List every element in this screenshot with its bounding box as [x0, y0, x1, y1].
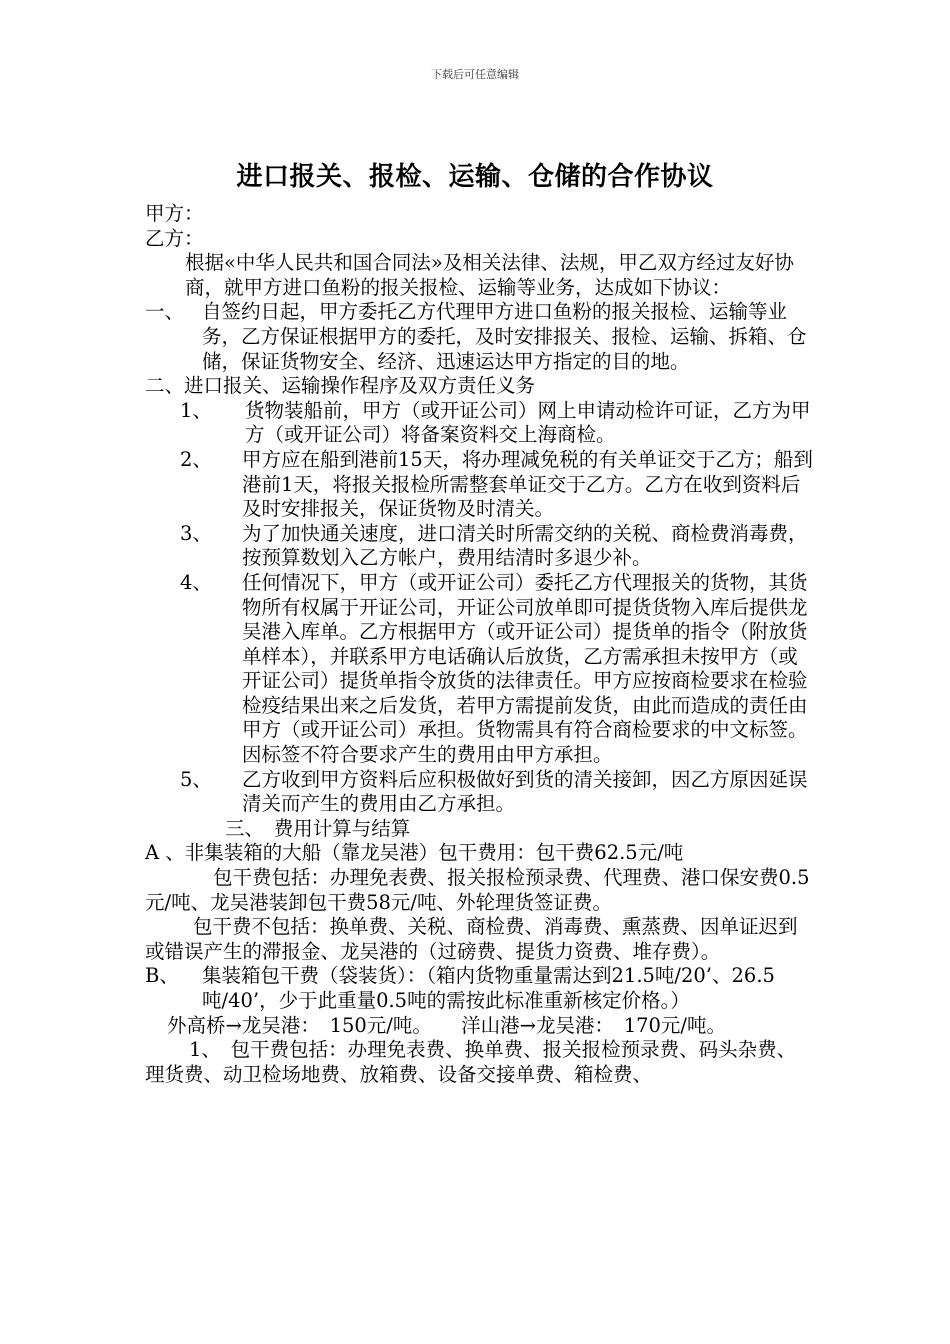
- clause-1-number: 一、: [145, 300, 185, 324]
- clause-3-b-item-1: 1、 包干费包括：办理免表费、换单费、报关报检预录费、码头杂费、理货费、动卫检场地费、放箱费、设备交接单费、箱检费、: [145, 1038, 797, 1086]
- clause-2-item-text: 货物装船前，甲方（或开证公司）网上申请动检许可证，乙方为甲方（或开证公司）将备案资料交上海商检。: [245, 398, 811, 447]
- clause-2-item-text: 为了加快通关速度，进口清关时所需交纳的关税、商检费消毒费，按预算数划入乙方帐户，费用结清时多退少补。: [242, 521, 808, 570]
- clause-2-item-number: 3、: [180, 521, 212, 545]
- clause-3-b-text: 集装箱包干费（袋装货）：（箱内货物重量需达到21.5吨/20’、26.5吨/40’，少于此重量0.5吨的需按此标准重新核定价格。）: [202, 964, 775, 1012]
- clause-2-item-number: 1、: [180, 398, 212, 422]
- clause-2-item-number: 4、: [180, 570, 212, 594]
- clause-2-heading: 二、进口报关、运输操作程序及双方责任义务: [145, 374, 536, 398]
- party-a-line: 甲方：: [145, 202, 204, 225]
- clause-3-a-text: 非集装箱的大船（靠龙吴港）包干费用：包干费62.5元/吨: [184, 841, 684, 865]
- clause-2-item-number: 2、: [180, 447, 212, 471]
- route-price-line: 外高桥→龙吴港： 150元/吨。 洋山港→龙吴港： 170元/吨。: [167, 1013, 727, 1037]
- clause-3-heading: 三、 费用计算与结算: [225, 816, 411, 840]
- document-title: 进口报关、报检、运输、仓储的合作协议: [236, 162, 714, 192]
- intro-paragraph: 根据«中华人民共和国合同法»及相关法律、法规，甲乙双方经过友好协商，就甲方进口鱼粉的报关报检、运输等业务，达成如下协议：: [185, 251, 794, 299]
- clause-3-a-includes: 包干费包括：办理免表费、报关报检预录费、代理费、港口保安费0.5元/吨、龙吴港装卸包干费58元/吨、外轮理货签证费。: [145, 866, 810, 914]
- clause-3-a-excludes: 包干费不包括：换单费、关税、商检费、消毒费、熏蒸费、因单证迟到或错误产生的滞报金、龙吴港的（过磅费、提货力资费、堆存费）。: [145, 915, 798, 963]
- clause-2-item: [145, 399, 813, 448]
- clause-1: [145, 300, 813, 374]
- clause-2-item: [145, 448, 813, 522]
- party-b-line: 乙方：: [145, 226, 204, 250]
- clause-3-b: [145, 964, 813, 1013]
- clause-2-item-text: 乙方收到甲方资料后应积极做好到货的清关接卸，因乙方原因延误清关而产生的费用由乙方承担。: [242, 767, 808, 816]
- clause-3-b-label: B、: [145, 964, 179, 988]
- clause-2-item-text: 任何情况下，甲方（或开证公司）委托乙方代理报关的货物，其货物所有权属于开证公司，开证公司放单即可提货货物入库后提供龙吴港入库单。乙方根据甲方（或开证公司）提货单的指令（附放货单样本），并联系甲方电话确认后放货，乙方需承担未按甲方（或开证公司）提货单指令放货的法律责任。甲方应按商检要求在检验检疫结果出来之后发货，若甲方需提前发货，由此而造成的责任由甲方（或开证公司）承担。货物需具有符合商检要求的中文标签。因标签不符合要求产生的费用由甲方承担。: [242, 570, 808, 767]
- clause-2-item: [145, 522, 813, 571]
- clause-2-item-number: 5、: [180, 767, 212, 791]
- clause-1-text: 自签约日起，甲方委托乙方代理甲方进口鱼粉的报关报检、运输等业务，乙方保证根据甲方的委托，及时安排报关、报检、运输、拆箱、仓储，保证货物安全、经济、迅速运达甲方指定的目的地。: [202, 300, 807, 373]
- clause-2-item-text: 甲方应在船到港前15天，将办理减免税的有关单证交于乙方；船到港前1天，将报关报检所需整套单证交于乙方。乙方在收到资料后及时安排报关，保证货物及时清关。: [242, 447, 813, 521]
- clause-3-a-line: [145, 841, 813, 866]
- clause-3-a-label: A 、: [145, 841, 185, 865]
- document-body: [145, 202, 813, 1087]
- clause-2-item: [145, 768, 813, 817]
- clause-2-item: [145, 571, 813, 768]
- page-header: 下载后可任意编辑: [431, 68, 519, 81]
